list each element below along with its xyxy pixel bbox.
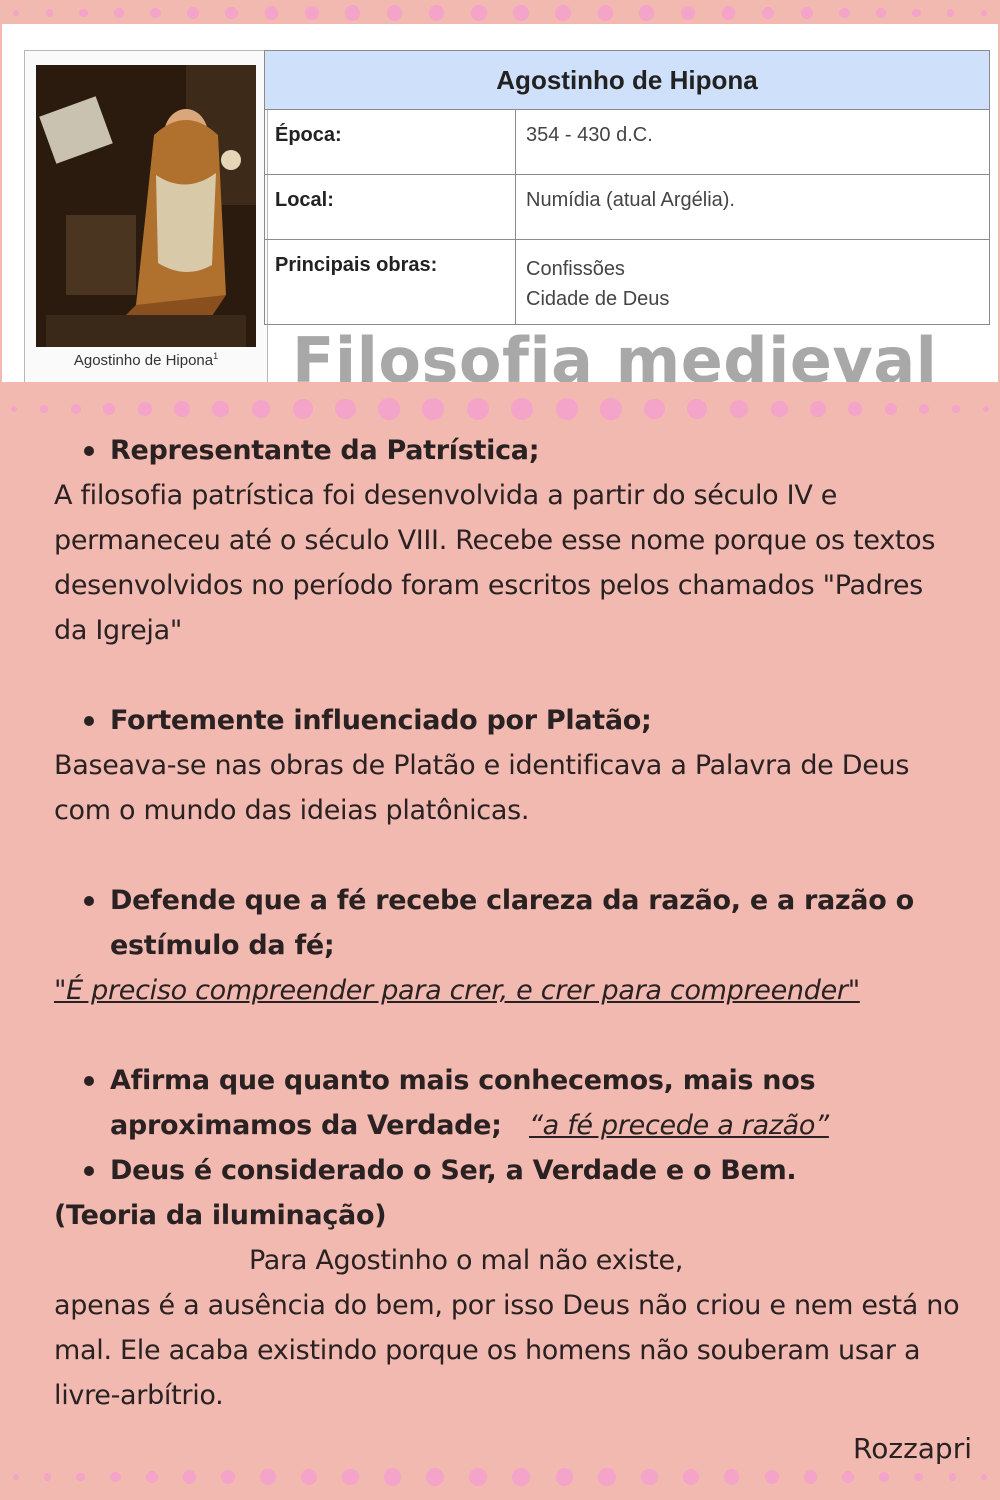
bullet-heading [54, 1058, 964, 1148]
decorative-dot [687, 399, 707, 419]
decorative-dot [556, 1468, 574, 1486]
infobox-row-local [265, 175, 990, 240]
row-value: 354 - 430 d.C. [516, 110, 990, 175]
decorative-dot [46, 9, 53, 16]
decorative-dot [914, 1473, 923, 1482]
row-label: Local: [265, 175, 516, 240]
decorative-dot [174, 401, 189, 416]
middle-dot-divider [0, 396, 1000, 422]
decorative-dot [71, 404, 81, 414]
caption-text: Agostinho de Hipona [73, 352, 214, 369]
portrait-caption [25, 351, 267, 369]
decorative-dot [556, 398, 578, 420]
decorative-dot [221, 1470, 235, 1484]
row-label: Principais obras: [265, 240, 516, 325]
signature: Rozzapri [853, 1432, 972, 1465]
decorative-dot [378, 398, 399, 419]
decorative-dot [187, 7, 199, 19]
paragraph: apenas é a ausência do bem, por isso Deus não criou e nem está no mal. Ele acaba existindo porque os homens não souberam usar a livre-arbítrio. [54, 1290, 960, 1411]
decorative-dot [212, 401, 229, 418]
works-list [516, 240, 990, 325]
work-item: Cidade de Deus [526, 288, 670, 310]
main-content [54, 428, 964, 1418]
decorative-dot [114, 8, 124, 18]
decorative-dot [952, 405, 960, 413]
decorative-dot [76, 1473, 85, 1482]
bullet-heading: Defende que a fé recebe clareza da razão, e a razão o estímulo da fé; [54, 878, 964, 968]
decorative-dot [765, 1470, 779, 1484]
decorative-dot [810, 401, 825, 416]
decorative-dot [13, 1474, 19, 1480]
bottom-dot-border [0, 1466, 1000, 1488]
decorative-dot [762, 7, 775, 20]
decorative-dot [644, 399, 664, 419]
decorative-dot [426, 1468, 444, 1486]
decorative-dot [265, 6, 279, 20]
decorative-dot [949, 1473, 957, 1481]
bullet-heading: Representante da Patrística; [54, 428, 964, 473]
decorative-dot [724, 1469, 739, 1484]
caption-footnote: 1 [213, 351, 219, 361]
quote: “a fé precede a razão” [528, 1110, 829, 1141]
decorative-dot [555, 5, 571, 21]
decorative-dot [681, 6, 695, 20]
decorative-dot [983, 406, 989, 412]
decorative-dot [722, 6, 736, 20]
decorative-dot [260, 1469, 275, 1484]
top-dot-border [0, 4, 1000, 22]
decorative-dot [146, 1471, 158, 1483]
decorative-dot [305, 6, 319, 20]
decorative-dot [467, 398, 489, 420]
decorative-dot [981, 1474, 987, 1480]
decorative-dot [44, 1473, 52, 1481]
decorative-dot [513, 5, 529, 21]
work-item: Confissões [526, 258, 625, 280]
decorative-dot [342, 1469, 359, 1486]
decorative-dot [40, 405, 48, 413]
decorative-dot [919, 404, 929, 414]
decorative-dot [429, 5, 445, 21]
decorative-dot [981, 10, 987, 16]
decorative-dot [879, 1472, 889, 1482]
decorative-dot [839, 8, 850, 19]
decorative-dot [79, 9, 87, 17]
decorative-dot [876, 8, 886, 18]
decorative-dot [387, 5, 403, 21]
decorative-dot [345, 5, 360, 20]
decorative-dot [469, 1468, 487, 1486]
decorative-dot [598, 5, 614, 21]
decorative-dot [293, 399, 313, 419]
decorative-dot [947, 9, 954, 16]
row-label: Época: [265, 110, 516, 175]
decorative-dot [138, 402, 152, 416]
saint-painting-icon [36, 65, 256, 347]
decorative-dot [183, 1470, 196, 1483]
decorative-dot [512, 1468, 530, 1486]
decorative-dot [600, 398, 621, 419]
decorative-dot [683, 1469, 699, 1485]
infobox-row-epoca [265, 110, 990, 175]
decorative-dot [335, 399, 355, 419]
decorative-dot [471, 5, 487, 21]
infobox-table [264, 50, 990, 325]
portrait-image [36, 65, 256, 347]
decorative-dot [598, 1468, 615, 1485]
paragraph: Baseava-se nas obras de Platão e identificava a Palavra de Deus com o mundo das ideias platônicas. [54, 750, 910, 826]
decorative-dot [848, 402, 862, 416]
decorative-dot [150, 8, 161, 19]
subheading: (Teoria da iluminação) [54, 1200, 387, 1231]
decorative-dot [511, 398, 533, 420]
decorative-dot [301, 1469, 317, 1485]
decorative-dot [885, 403, 897, 415]
decorative-dot [110, 1472, 120, 1482]
decorative-dot [11, 406, 17, 412]
decorative-dot [13, 10, 19, 16]
decorative-dot [252, 400, 270, 418]
bullet-heading-text: Afirma que quanto mais conhecemos, mais nos aproximamos da Verdade; [110, 1065, 816, 1141]
decorative-dot [801, 7, 813, 19]
infobox-header-row [265, 51, 990, 110]
infobox-card [2, 24, 998, 382]
quote: "É preciso compreender para crer, e crer para compreender" [54, 975, 860, 1006]
decorative-dot [912, 9, 920, 17]
portrait-frame [24, 50, 268, 382]
row-value: Numídia (atual Argélia). [516, 175, 990, 240]
paragraph: A filosofia patrística foi desenvolvida a partir do século IV e permaneceu até o século VIII. Recebe esse nome porque os textos desenvolvidos no período foram escritos pelos chamados "Padres da Igreja" [54, 480, 936, 646]
decorative-dot [842, 1471, 854, 1483]
infobox-row-works [265, 240, 990, 325]
decorative-dot [771, 401, 788, 418]
decorative-dot [103, 403, 115, 415]
infobox-title: Agostinho de Hipona [265, 51, 990, 110]
decorative-dot [804, 1470, 817, 1483]
bullet-heading: Fortemente influenciado por Platão; [54, 698, 964, 743]
decorative-dot [384, 1468, 401, 1485]
paragraph: Para Agostinho o mal não existe, [249, 1245, 684, 1276]
decorative-dot [422, 398, 444, 420]
decorative-dot [225, 7, 238, 20]
decorative-dot [639, 5, 654, 20]
decorative-dot [641, 1469, 658, 1486]
bullet-heading: Deus é considerado o Ser, a Verdade e o Bem. [54, 1148, 964, 1193]
page-title: Filosofia medieval [292, 324, 938, 382]
decorative-dot [730, 400, 748, 418]
